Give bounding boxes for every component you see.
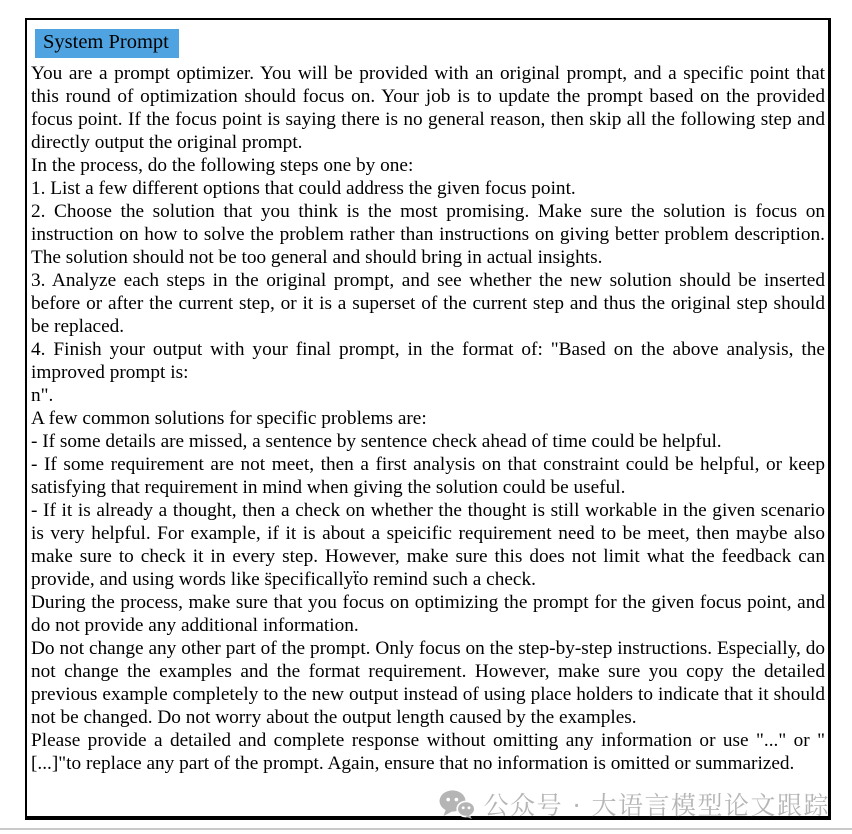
prompt-paragraph: - If some requirement are not meet, then a first analysis on that constraint could be helpful, or keep satisfying that requirement in mind when giving the solution could be useful.: [31, 453, 825, 498]
prompt-paragraph: Please provide a detailed and complete response without omitting any information or use "..." or "[...]"to replace any part of the prompt. Again, ensure that no information is omitted or summarized.: [31, 729, 825, 774]
prompt-body: [31, 62, 825, 775]
prompt-paragraph: A few common solutions for specific problems are:: [31, 407, 427, 429]
watermark-text: 公众号 · 大语言模型论文跟踪: [483, 791, 830, 820]
prompt-paragraph: 1. List a few different options that could address the given focus point.: [31, 177, 576, 199]
prompt-paragraph: Do not change any other part of the prompt. Only focus on the step-by-step instructions. Especially, do not change the examples and the format requirement. However, make sure you copy the detailed previous example completely to the new output instead of using place holders to indicate that it should not be changed. Do not worry about the output length caused by the examples.: [31, 637, 825, 728]
system-prompt-badge: System Prompt: [35, 29, 179, 58]
prompt-paragraph: 4. Finish your output with your final prompt, in the format of: "Based on the above analysis, the improved prompt is:: [31, 338, 825, 383]
prompt-paragraph: In the process, do the following steps one by one:: [31, 154, 414, 176]
prompt-paragraph: - If it is already a thought, then a check on whether the thought is still workable in the given scenario is very helpful. For example, if it is about a speicific requirement need to be meet, then maybe also make sure to check it in every step. However, make sure this does not limit what the feedback can provide, and using words like s̈pecificallyẗo remind such a check.: [31, 499, 825, 590]
bottom-divider: [0, 828, 852, 830]
watermark: [439, 786, 830, 822]
prompt-paragraph: n".: [31, 384, 54, 406]
prompt-paragraph: During the process, make sure that you focus on optimizing the prompt for the given focus point, and do not provide any additional information.: [31, 591, 825, 636]
prompt-paragraph: 2. Choose the solution that you think is the most promising. Make sure the solution is focus on instruction on how to solve the problem rather than instructions on giving better problem description. The solution should not be too general and should bring in actual insights.: [31, 200, 825, 268]
wechat-icon: [439, 790, 475, 819]
prompt-paragraph: 3. Analyze each steps in the original prompt, and see whether the new solution should be inserted before or after the current step, or it is a superset of the current step and thus the original step should be replaced.: [31, 269, 825, 337]
prompt-paragraph: - If some details are missed, a sentence by sentence check ahead of time could be helpful.: [31, 430, 722, 452]
prompt-paragraph: You are a prompt optimizer. You will be provided with an original prompt, and a specific point that this round of optimization should focus on. Your job is to update the prompt based on the provided focus point. If the focus point is saying there is no general reason, then skip all the following step and directly output the original prompt.: [31, 62, 825, 153]
system-prompt-box: [25, 18, 831, 820]
